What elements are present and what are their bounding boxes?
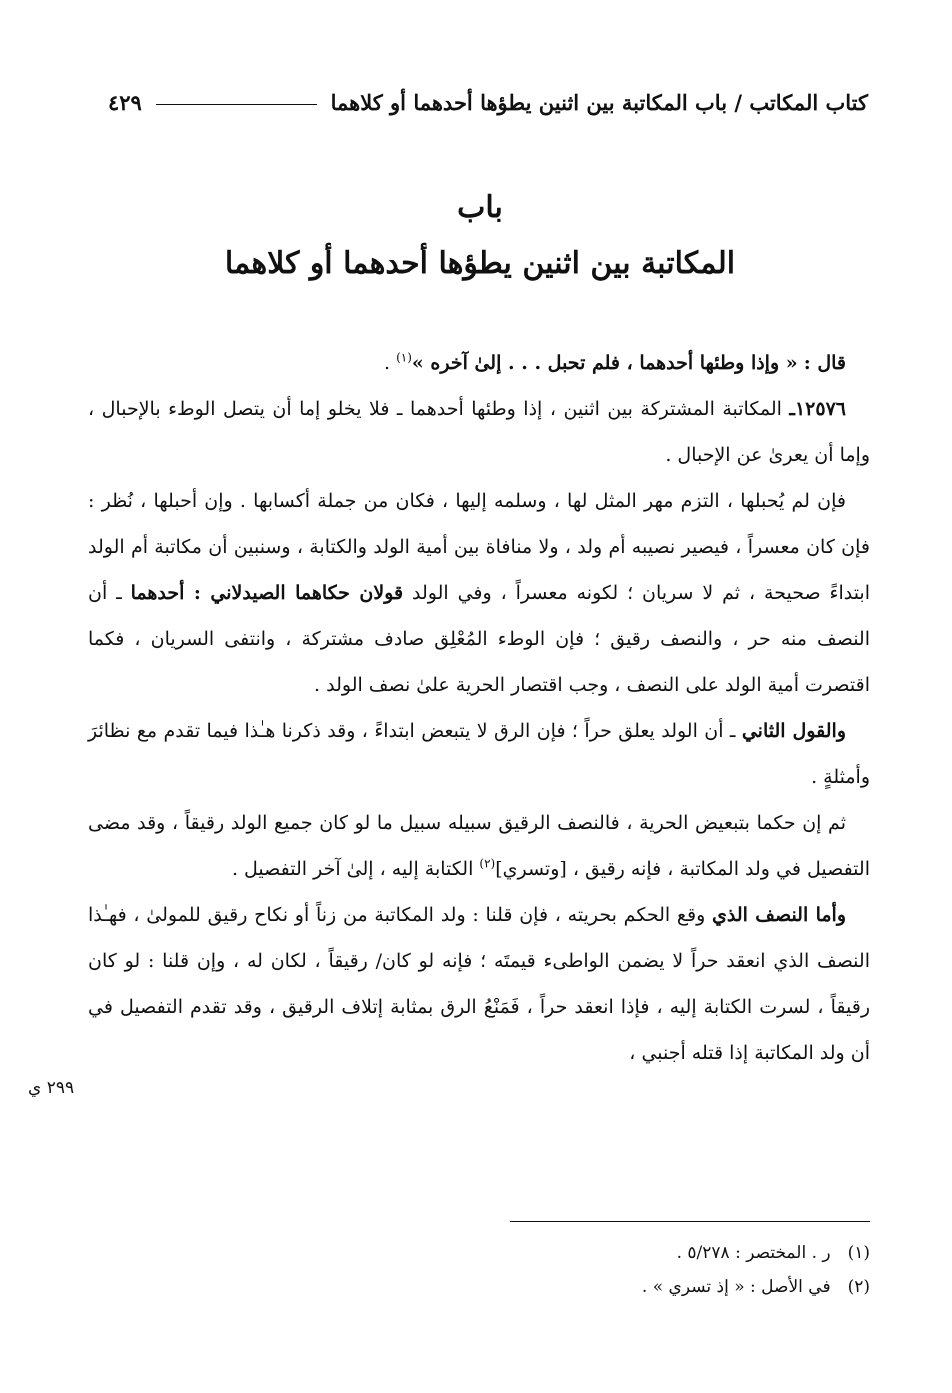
running-header-title: كتاب المكاتب / باب المكاتبة بين اثنين يطؤها أحدهما أو كلاهما: [330, 89, 868, 115]
bold-phrase: قولان حكاهما الصيدلاني : أحدهما: [130, 582, 404, 604]
main-text: [88, 340, 870, 1076]
footnote: [88, 1236, 870, 1270]
footnote-rule: [510, 1221, 870, 1222]
chapter-label: باب: [457, 190, 503, 225]
running-header: [108, 82, 868, 122]
paragraph-text: الكتابة إليه ، إلىٰ آخر التفصيل .: [231, 858, 480, 880]
footnote: [88, 1270, 870, 1304]
footnote-text: في الأصل : « إذ تسري » .: [641, 1277, 831, 1297]
paragraph: [88, 478, 870, 708]
paragraph: [88, 892, 870, 1076]
paragraph-text: ثم إن حكما بتبعيض الحرية ، فالنصف الرقيق سبيله سبيل ما لو كان جميع الولد رقيقاً ، وقد مضى التفصيل في ولد المكاتبة ، فإنه رقيق ، [وتسري]: [88, 812, 870, 880]
footnote-number: (١): [847, 1243, 870, 1263]
paragraph: [88, 708, 870, 800]
paragraph-text: ـ أن الولد يعلق حراً ؛ فإن الرق لا يتبعض ابتداءً ، وقد ذكرنا هـٰذا فيما تقدم مع نظائرَ وأمثلةٍ .: [88, 720, 870, 788]
footnotes: [88, 1236, 870, 1304]
quote-text: « وإذا وطئها أحدهما ، فلم تحبل . . . إلىٰ آخره »: [411, 352, 798, 374]
footnote-ref-1: (١): [396, 350, 412, 365]
quote-end: .: [383, 352, 397, 374]
footnote-text: ر . المختصر : ٥/٢٧٨ .: [676, 1243, 831, 1263]
paragraph-text: المكاتبة المشتركة بين اثنين ، إذا وطئها أحدهما ـ فلا يخلو إما أن يتصل الوطء بالإحبال ، وإما أن يعرىٰ عن الإحبال .: [88, 398, 870, 466]
paragraph-text: وقع الحكم بحريته ، فإن قلنا : ولد المكاتبة من زناً أو نكاح رقيق للمولىٰ ، فهـٰذا النصف الذي انعقد حراً لا يضمن الواطىء قيمتَه ؛ فإنه لو كان/ رقيقاً ، لكان له ، وإن قلنا : لو كان رقيقاً ، لسرت الكتابة إليه ، فإذا انعقد حراً ، فَمَنْعُ الرق بمثابة إتلاف الرقيق ، وقد تقدم التفصيل في أن ولد المكاتبة إذا قتله أجنبي ،: [88, 904, 870, 1064]
margin-manuscript-reference: ٢٩٩ ي: [28, 1078, 75, 1098]
header-rule: [156, 104, 317, 105]
footnote-ref-2: (٢): [479, 856, 496, 871]
paragraph: [88, 800, 870, 892]
quote-lead: قال :: [803, 352, 846, 374]
bold-phrase: والقول الثاني: [741, 720, 846, 742]
footnote-number: (٢): [847, 1277, 870, 1297]
quote-paragraph: [88, 340, 870, 386]
bold-phrase: وأما النصف الذي: [712, 904, 846, 926]
chapter-title: المكاتبة بين اثنين يطؤها أحدهما أو كلاهما: [224, 246, 736, 281]
page-number: ٤٢٩: [108, 89, 142, 115]
paragraph-12576: [88, 386, 870, 478]
paragraph-number: ١٢٥٧٦ـ: [789, 398, 846, 420]
paragraph-text: ـ أن النصف منه حر ، والنصف رقيق ؛ فإن الوطء المُعْلِق صادف مشتركة ، وانتفى السريان ، فكما اقتصرت أمية الولد على النصف ، وجب اقتصار الحرية علىٰ نصف الولد .: [88, 582, 870, 696]
paragraph-text: فإن لم يُحبلها ، التزم مهر المثل لها ، وسلمه إليها ، فكان من جملة أكسابها . وإن أحبلها ، نُظر : فإن كان معسراً ، فيصير نصيبه أم ولد ، ولا منافاة بين أمية الولد والكتابة ، وسنبين أن مكاتبة أم الولد ابتداءً صحيحة ، ثم لا سريان ؛ لكونه معسراً ، وفي الولد: [88, 490, 870, 604]
